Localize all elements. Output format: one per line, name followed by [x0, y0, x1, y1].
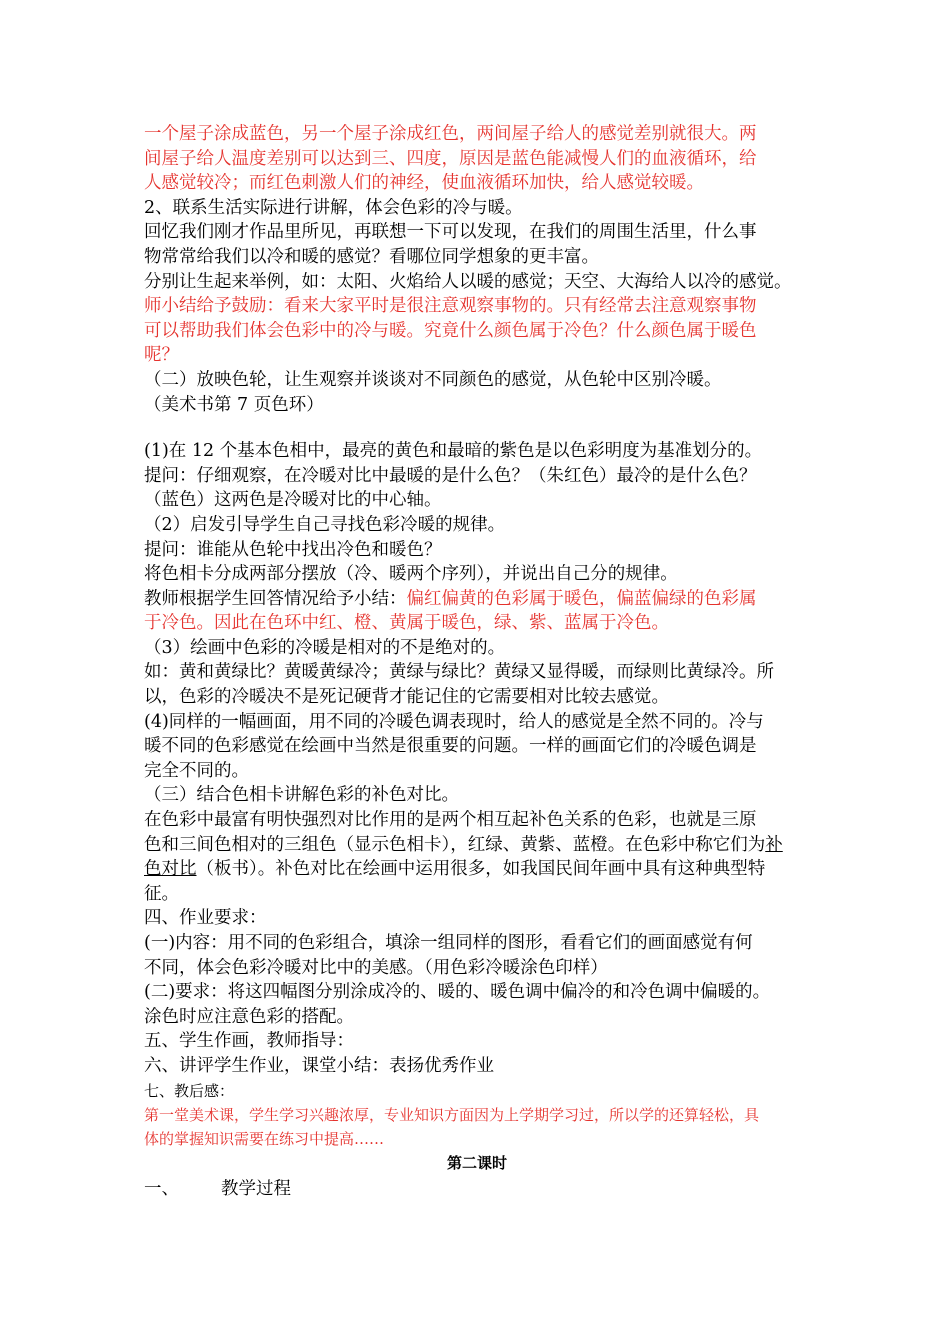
text-segment: 色和三间色相对的三组色（显示色相卡），红绿、黄紫、蓝橙。在色彩中称它们为: [144, 834, 766, 855]
text-line: [144, 294, 810, 319]
text-line: [144, 710, 810, 735]
text-line: [144, 833, 810, 858]
text-segment: 七、教后感：: [144, 1081, 235, 1100]
document-page: [144, 122, 810, 1201]
text-line: [144, 1005, 810, 1030]
section-heading: [144, 1177, 810, 1202]
text-line: [144, 270, 810, 295]
text-line: [144, 636, 810, 661]
text-segment: 呢？: [144, 345, 179, 366]
text-line: [144, 562, 810, 587]
text-segment: (1)在 12 个基本色相中，最亮的黄色和最暗的紫色是以色彩明度为基准划分的。: [144, 441, 763, 462]
text-segment: （3）绘画中色彩的冷暖是相对的不是绝对的。: [144, 637, 506, 658]
text-line: [144, 343, 810, 368]
text-line: [144, 171, 810, 196]
text-segment: 师小结给予鼓励：看来大家平时是很注意观察事物的。只有经常去注意观察事物: [144, 296, 757, 317]
section-title: 第二课时: [446, 1153, 507, 1172]
text-line: [144, 685, 810, 710]
text-line: [144, 488, 810, 513]
text-line: [144, 319, 810, 344]
text-line: [144, 931, 810, 956]
text-segment: 色对比: [144, 859, 197, 880]
text-segment: (4)同样的一幅画面，用不同的冷暖色调表现时，给人的感觉是全然不同的。冷与: [144, 711, 764, 732]
text-segment: （2）启发引导学生自己寻找色彩冷暖的规律。: [144, 514, 506, 535]
blank-line: [144, 417, 810, 439]
text-segment: 可以帮助我们体会色彩中的冷与暖。究竟什么颜色属于冷色？什么颜色属于暖色: [144, 320, 757, 341]
text-segment: (一)内容：用不同的色彩组合，填涂一组同样的图形，看看它们的画面感觉有何: [144, 933, 753, 953]
text-segment: 人感觉较冷；而红色刺激人们的神经，使血液循环加快，给人感觉较暖。: [144, 173, 704, 194]
text-line: [144, 956, 810, 981]
text-segment: 将色相卡分成两部分摆放（冷、暖两个序列），并说出自己分的规律。: [144, 564, 678, 585]
text-segment: 物常常给我们以冷和暖的感觉？看哪位同学想象的更丰富。: [144, 246, 599, 267]
text-segment: 四、作业要求：: [144, 908, 267, 929]
text-line: [144, 906, 810, 931]
text-line: [144, 464, 810, 489]
text-line: [144, 513, 810, 538]
text-segment: （板书）。补色对比在绘画中运用很多，如我国民间年画中具有这种典型特: [196, 859, 766, 880]
text-segment: 提问：谁能从色轮中找出冷色和暖色？: [144, 539, 442, 560]
text-segment: 间屋子给人温度差别可以达到三、四度，原因是蓝色能减慢人们的血液循环，给: [144, 148, 757, 169]
text-line: [144, 1079, 810, 1103]
text-line: [144, 368, 810, 393]
text-segment: 完全不同的。: [144, 760, 249, 781]
text-segment: 分别让生起来举例，如：太阳、火焰给人以暖的感觉；天空、大海给人以冷的感觉。: [144, 271, 792, 292]
text-line: [144, 538, 810, 563]
text-line: [144, 611, 810, 636]
text-segment: 征。: [144, 883, 179, 904]
text-segment: 在色彩中最富有明快强烈对比作用的是两个相互起补色关系的色彩，也就是三原: [144, 810, 757, 831]
text-segment: 偏红偏黄的色彩属于暖色，偏蓝偏绿的色彩属: [406, 588, 757, 609]
text-line: [144, 980, 810, 1005]
text-segment: 涂色时应注意色彩的搭配。: [144, 1006, 354, 1027]
text-segment: 五、学生作画，教师指导：: [144, 1031, 354, 1052]
text-segment: 提问：仔细观察，在冷暖对比中最暖的是什么色？（朱红色）最冷的是什么色？: [144, 465, 757, 486]
heading-number: 一、: [144, 1178, 179, 1199]
text-segment: 一个屋子涂成蓝色，另一个屋子涂成红色，两间屋子给人的感觉差别就很大。两: [144, 124, 757, 144]
text-line: [144, 1029, 810, 1054]
text-segment: 于冷色。因此在色环中红、橙、黄属于暖色，绿、紫、蓝属于冷色。: [144, 613, 669, 634]
text-line: [144, 1103, 810, 1127]
text-line: [144, 393, 810, 418]
text-segment: 2、联系生活实际进行讲解，体会色彩的冷与暖。: [144, 197, 523, 218]
text-line: [144, 783, 810, 808]
text-line: [144, 857, 810, 882]
text-line: [144, 759, 810, 784]
text-segment: （美术书第 7 页色环）: [144, 394, 324, 415]
text-segment: 暖不同的色彩感觉在绘画中当然是很重要的问题。一样的画面它们的冷暖色调是: [144, 736, 757, 757]
text-segment: 回忆我们刚才作品里所见，再联想一下可以发现，在我们的周围生活里，什么事: [144, 222, 757, 243]
text-line: [144, 122, 810, 147]
text-segment: (二)要求：将这四幅图分别涂成冷的、暖的、暖色调中偏冷的和冷色调中偏暖的。: [144, 982, 771, 1003]
text-line: [144, 882, 810, 907]
text-segment: 补: [765, 834, 783, 855]
text-segment: 六、讲评学生作业，课堂小结：表扬优秀作业: [144, 1055, 494, 1076]
text-segment: 以，色彩的冷暖决不是死记硬背才能记住的它需要相对比较去感觉。: [144, 687, 669, 708]
text-segment: 第一堂美术课，学生学习兴趣浓厚，专业知识方面因为上学期学习过，所以学的还算轻松，具: [144, 1105, 760, 1124]
text-segment: 教师根据学生回答情况给予小结：: [144, 588, 407, 609]
text-line: [144, 439, 810, 464]
text-segment: 不同，体会色彩冷暖对比中的美感。（用色彩冷暖涂色印样）: [144, 957, 608, 978]
text-line: [144, 587, 810, 612]
text-line: [144, 196, 810, 221]
text-segment: 体的掌握知识需要在练习中提高……: [144, 1129, 385, 1148]
text-segment: （三）结合色相卡讲解色彩的补色对比。: [144, 785, 459, 806]
text-line: [144, 660, 810, 685]
text-segment: 如：黄和黄绿比？黄暖黄绿冷；黄绿与绿比？黄绿又显得暖，而绿则比黄绿冷。所: [144, 662, 774, 683]
text-line: [144, 220, 810, 245]
text-segment: （二）放映色轮，让生观察并谈谈对不同颜色的感觉，从色轮中区别冷暖。: [144, 369, 722, 390]
text-line: [144, 147, 810, 172]
document-body: [144, 122, 810, 1151]
text-line: [144, 734, 810, 759]
heading-text: 教学过程: [221, 1178, 291, 1199]
text-line: [144, 1127, 810, 1151]
text-line: [144, 245, 810, 270]
text-line: [144, 1054, 810, 1079]
text-segment: （蓝色）这两色是冷暖对比的中心轴。: [144, 490, 442, 511]
text-line: [144, 808, 810, 833]
